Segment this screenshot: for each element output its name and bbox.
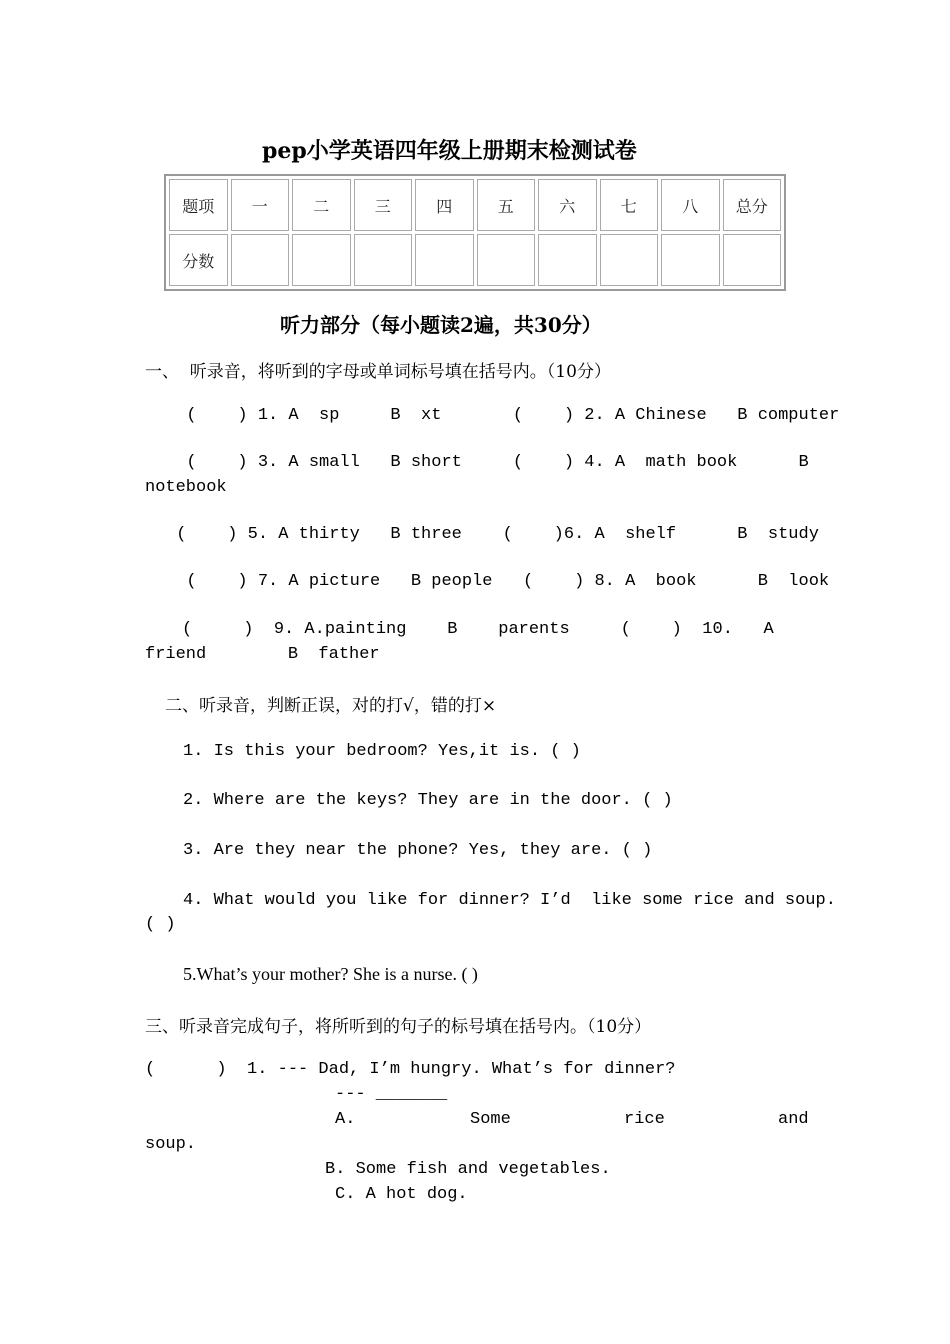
score-cell[interactable] (354, 234, 413, 286)
part1-line: ( ) 5. A thirty B three ( )6. A shelf B study (166, 525, 819, 544)
score-cell[interactable] (661, 234, 720, 286)
part1-line: notebook (145, 478, 227, 497)
part3-option-a-cont: soup. (145, 1135, 197, 1154)
header-cell: 三 (354, 179, 413, 231)
part1-line: ( ) 3. A small B short ( ) 4. A math book B (166, 453, 809, 472)
header-cell: 六 (538, 179, 597, 231)
part2-item: 4. What would you like for dinner? I’d like some rice and soup. (183, 891, 836, 910)
part2-item: 3. Are they near the phone? Yes, they are. ( ) (183, 841, 653, 860)
page-title: pep小学英语四年级上册期末检测试卷 (262, 138, 637, 164)
part2-item: 2. Where are the keys? They are in the door. ( ) (183, 791, 673, 810)
header-cell: 四 (415, 179, 474, 231)
part1-heading: 一、 听录音，将听到的字母或单词标号填在括号内。（10分） (145, 362, 611, 382)
score-cell[interactable] (723, 234, 782, 286)
part3-option-a-word: rice (624, 1110, 665, 1129)
header-cell: 总分 (723, 179, 782, 231)
part1-line: ( ) 9. A.painting B parents ( ) 10. A (182, 620, 774, 639)
score-cell[interactable] (538, 234, 597, 286)
part3-answer-blank: --- _______ (335, 1085, 448, 1104)
header-cell: 题项 (169, 179, 228, 231)
row-label-cell: 分数 (169, 234, 228, 286)
score-cell[interactable] (477, 234, 536, 286)
score-table-score-row (169, 234, 781, 286)
part3-option-a-word: Some (470, 1110, 511, 1129)
part1-line: ( ) 1. A sp B xt ( ) 2. A Chinese B computer (166, 406, 840, 425)
header-cell: 一 (231, 179, 290, 231)
score-table (164, 174, 786, 291)
header-cell: 八 (661, 179, 720, 231)
part3-question: ( ) 1. --- Dad, I’m hungry. What’s for dinner? (145, 1060, 676, 1079)
listening-section-title: 听力部分（每小题读2遍，共30分） (280, 313, 602, 337)
part2-item: 1. Is this your bedroom? Yes,it is. ( ) (183, 742, 581, 761)
part1-line: ( ) 7. A picture B people ( ) 8. A book B look (166, 572, 830, 591)
part3-heading: 三、听录音完成句子，将所听到的句子的标号填在括号内。（10分） (145, 1017, 652, 1037)
part2-heading: 二、听录音，判断正误，对的打√，错的打× (165, 696, 497, 716)
score-cell[interactable] (600, 234, 659, 286)
part3-option-a-word: and (778, 1110, 809, 1129)
score-cell[interactable] (415, 234, 474, 286)
header-cell: 二 (292, 179, 351, 231)
score-cell[interactable] (231, 234, 290, 286)
part3-option-b: B. Some fish and vegetables. (325, 1160, 611, 1179)
part3-option-a-word: A. (335, 1110, 356, 1129)
part1-line: friend B father (145, 645, 380, 664)
header-cell: 五 (477, 179, 536, 231)
header-cell: 七 (600, 179, 659, 231)
score-table-header-row (169, 179, 781, 231)
part2-item: ( ) (145, 915, 176, 934)
part3-option-c: C. A hot dog. (335, 1185, 468, 1204)
part2-item: 5.What’s your mother? She is a nurse. ( ) (183, 964, 478, 984)
score-cell[interactable] (292, 234, 351, 286)
